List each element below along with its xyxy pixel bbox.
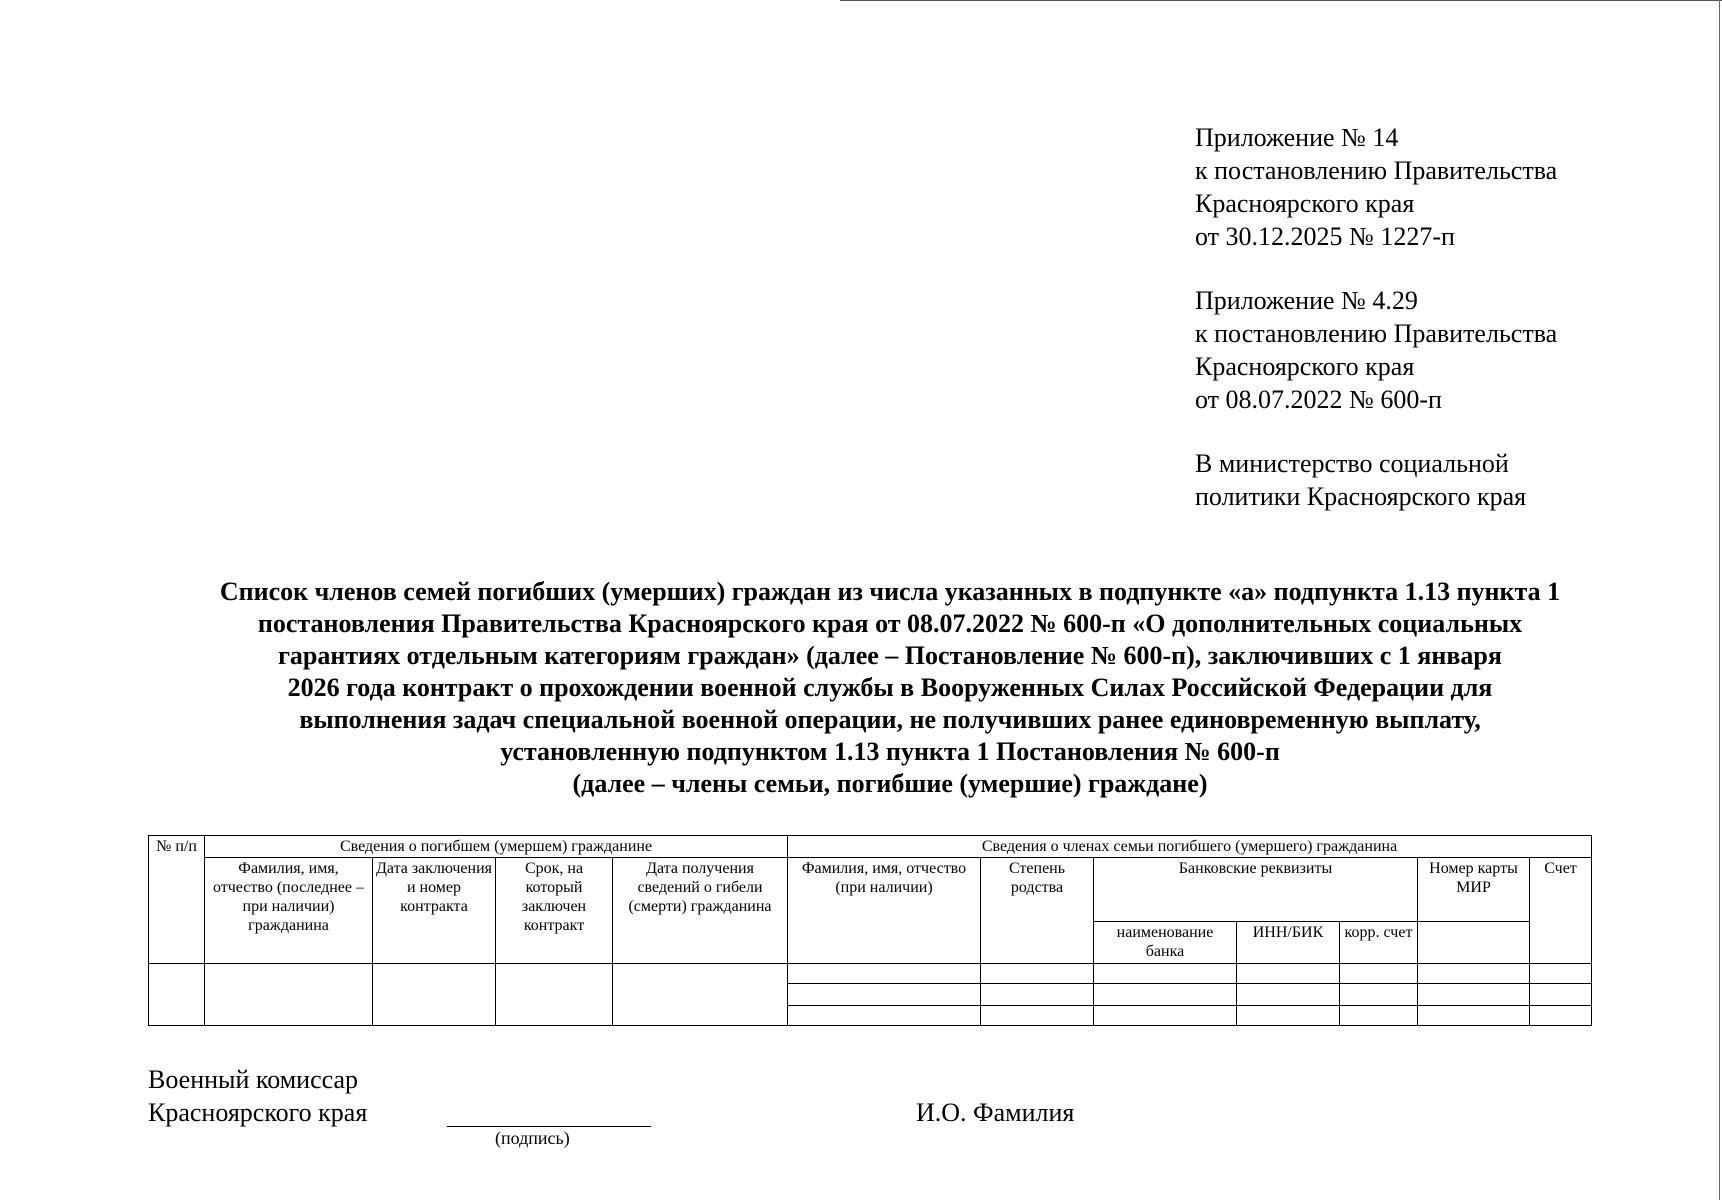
document-title (140, 576, 1640, 800)
header-death-info-date: Дата получения сведений о гибели (смерти) гражданина (613, 858, 788, 964)
annex-429-line: Приложение № 4.29 (1195, 286, 1418, 315)
header-corr-account: корр. счет (1340, 922, 1418, 964)
data-cell[interactable] (788, 984, 981, 1006)
header-inn-bik: ИНН/БИК (1237, 922, 1340, 964)
data-cell[interactable] (1237, 1006, 1340, 1026)
title-line: 2026 года контракт о прохождении военной службы в Вооруженных Силах Российской Федерации для (287, 673, 1493, 702)
annex-429-block (1195, 284, 1557, 416)
data-cell-death-info-date[interactable] (613, 964, 788, 1026)
data-cell[interactable] (788, 1006, 981, 1026)
header-group-family: Сведения о членах семьи погибшего (умершего) гражданина (788, 836, 1592, 858)
header-contract-term: Срок, на который заключен контракт (496, 858, 613, 964)
family-members-table (148, 835, 1592, 1026)
right-page-edge (1719, 0, 1720, 1200)
header-deceased-name: Фамилия, имя, отчество (последнее – при наличии) гражданина (205, 858, 373, 964)
data-cell[interactable] (981, 964, 1094, 984)
data-cell[interactable] (981, 984, 1094, 1006)
data-cell[interactable] (1340, 964, 1418, 984)
header-group-deceased: Сведения о погибшем (умершем) гражданине (205, 836, 788, 858)
header-family-name: Фамилия, имя, отчество (при наличии) (788, 858, 981, 964)
data-cell[interactable] (1237, 984, 1340, 1006)
data-cell[interactable] (1418, 964, 1530, 984)
header-mir-card: Номер карты МИР (1418, 858, 1530, 922)
signer-position-line2: Красноярского края (148, 1098, 368, 1127)
annex-14-block (1195, 121, 1557, 253)
data-cell[interactable] (1094, 1006, 1237, 1026)
title-line: гарантиях отдельным категориям граждан» (далее – Постановление № 600-п), заключивших с 1 января (278, 641, 1502, 670)
data-cell[interactable] (1094, 964, 1237, 984)
data-cell[interactable] (788, 964, 981, 984)
data-cell[interactable] (1418, 984, 1530, 1006)
data-cell[interactable] (1530, 964, 1592, 984)
top-border-line (840, 0, 1722, 1)
data-cell[interactable] (1530, 1006, 1592, 1026)
header-mir-card-cont (1418, 922, 1530, 964)
annex-429-line: от 08.07.2022 № 600-п (1195, 385, 1442, 414)
data-cell[interactable] (1094, 984, 1237, 1006)
signer-position-line1: Военный комиссар (148, 1065, 359, 1094)
header-bank-name: наименование банка (1094, 922, 1237, 964)
data-cell[interactable] (981, 1006, 1094, 1026)
signer-name: И.О. Фамилия (916, 1098, 1075, 1127)
data-cell-deceased-name[interactable] (205, 964, 373, 1026)
annex-14-line: к постановлению Правительства (1195, 156, 1558, 185)
data-cell[interactable] (1340, 1006, 1418, 1026)
addressee-line: В министерство социальной (1195, 449, 1509, 478)
data-cell-number[interactable] (149, 964, 205, 1026)
annex-429-line: Красноярского края (1195, 352, 1415, 381)
title-line: выполнения задач специальной военной операции, не получивших ранее единовременную выплату, (299, 705, 1481, 734)
title-line: установленную подпунктом 1.13 пункта 1 Постановления № 600-п (500, 737, 1280, 766)
title-line: (далее – члены семьи, погибшие (умершие) граждане) (572, 769, 1208, 798)
title-line: постановления Правительства Красноярского края от 08.07.2022 № 600-п «О дополнительных социальных (257, 609, 1523, 638)
header-relation: Степень родства (981, 858, 1094, 964)
annex-14-line: Приложение № 14 (1195, 123, 1399, 152)
data-cell-contract-term[interactable] (496, 964, 613, 1026)
header-contract-date: Дата заключения и номер контракта (373, 858, 496, 964)
annex-429-line: к постановлению Правительства (1195, 319, 1558, 348)
header-account: Счет (1530, 858, 1592, 964)
header-number: № п/п (149, 836, 205, 964)
data-cell[interactable] (1340, 984, 1418, 1006)
signature-line (447, 1126, 651, 1127)
header-group-bank: Банковские реквизиты (1094, 858, 1418, 922)
annex-14-line: Красноярского края (1195, 189, 1415, 218)
annex-14-line: от 30.12.2025 № 1227-п (1195, 222, 1455, 251)
data-cell[interactable] (1237, 964, 1340, 984)
data-cell[interactable] (1418, 1006, 1530, 1026)
title-line: Список членов семей погибших (умерших) граждан из числа указанных в подпункте «а» подпункта 1.13 пункта 1 (219, 577, 1561, 606)
addressee-block (1195, 447, 1526, 513)
addressee-line: политики Красноярского края (1195, 482, 1527, 511)
data-cell[interactable] (1530, 984, 1592, 1006)
data-cell-contract-date[interactable] (373, 964, 496, 1026)
signature-caption: (подпись) (495, 1128, 570, 1148)
